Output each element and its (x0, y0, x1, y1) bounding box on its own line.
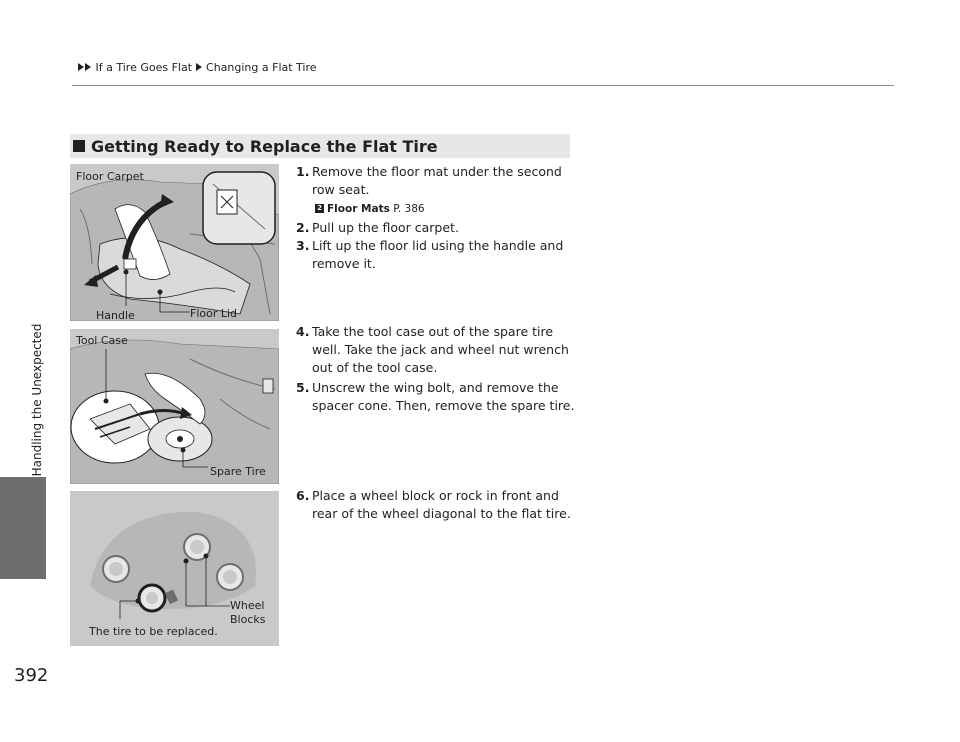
figure-wheel-blocks (70, 491, 279, 646)
step-item (296, 323, 581, 377)
step-item (296, 163, 581, 199)
chapter-side-label-text: Handling the Unexpected (30, 323, 44, 477)
floor-lid-illustration (70, 164, 279, 321)
figure-spare-tire (70, 329, 279, 484)
step-number: 5. (296, 380, 310, 395)
step-text: Remove the floor mat under the second row seat. (312, 164, 562, 197)
step-text: Place a wheel block or rock in front and rear of the wheel diagonal to the flat tire. (312, 488, 571, 521)
step-text: Lift up the floor lid using the handle and remove it. (312, 238, 564, 271)
chapter-tab (0, 477, 46, 579)
figure-floor-lid (70, 164, 279, 321)
breadcrumb-item[interactable]: Changing a Flat Tire (206, 61, 317, 74)
label-spare-tire: Spare Tire (210, 465, 266, 478)
page-number: 392 (14, 665, 49, 686)
step-text: Take the tool case out of the spare tire well. Take the jack and wheel nut wrench out of the tool case. (312, 324, 569, 375)
section-title: Getting Ready to Replace the Flat Tire (91, 136, 438, 156)
reference-icon: 2 (315, 204, 324, 213)
reference-label[interactable]: Floor Mats (327, 203, 390, 215)
square-bullet-icon (73, 140, 85, 152)
step-number: 4. (296, 324, 310, 339)
section-header (70, 134, 570, 158)
label-blocks: Blocks (230, 613, 266, 626)
breadcrumb (78, 61, 317, 74)
label-tire-to-be-replaced: The tire to be replaced. (89, 625, 218, 638)
reference-page: P. 386 (393, 203, 425, 215)
label-tool-case: Tool Case (76, 334, 128, 347)
arrow-right-icon (196, 63, 202, 71)
breadcrumb-item[interactable]: If a Tire Goes Flat (95, 61, 193, 74)
cross-reference[interactable] (315, 200, 425, 218)
chapter-side-label (27, 320, 47, 480)
label-floor-lid: Floor Lid (190, 307, 238, 320)
step-number: 3. (296, 238, 310, 253)
spare-tire-illustration (70, 329, 279, 484)
label-floor-carpet: Floor Carpet (76, 170, 144, 183)
arrow-right-icon (85, 63, 91, 71)
label-handle: Handle (96, 309, 135, 321)
step-text: Unscrew the wing bolt, and remove the spacer cone. Then, remove the spare tire. (312, 380, 575, 413)
arrow-right-icon (78, 63, 84, 71)
step-item (296, 487, 581, 523)
step-number: 2. (296, 220, 310, 235)
step-item (296, 237, 581, 273)
step-item (296, 379, 581, 415)
step-text: Pull up the floor carpet. (312, 220, 459, 235)
label-wheel: Wheel (230, 599, 265, 612)
step-number: 6. (296, 488, 310, 503)
step-item (296, 219, 581, 237)
header-divider (72, 85, 894, 86)
step-number: 1. (296, 164, 310, 179)
